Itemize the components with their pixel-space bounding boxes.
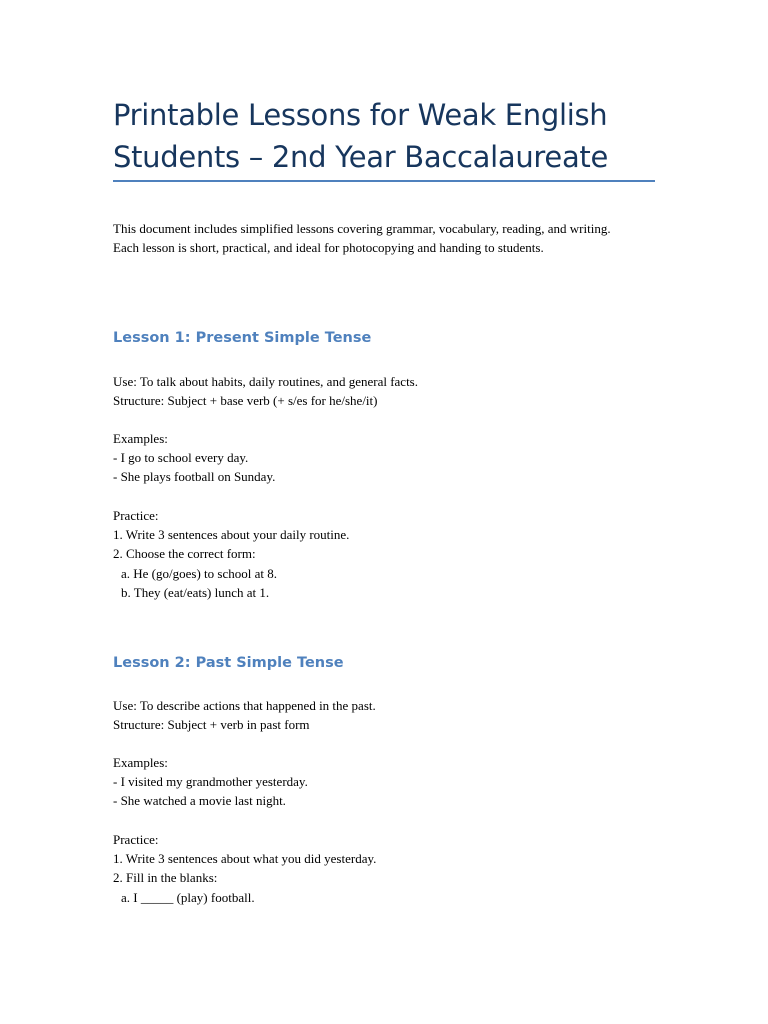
lesson-2-practice-item: 2. Fill in the blanks: [113, 870, 218, 886]
lesson-1-example-item: - I go to school every day. [113, 450, 249, 466]
intro-line-1: This document includes simplified lessons covering grammar, vocabulary, reading, and writing. [113, 221, 611, 236]
intro-paragraph [113, 219, 658, 257]
lesson-2-practice-item: 1. Write 3 sentences about what you did yesterday. [113, 851, 377, 867]
lesson-1-examples [113, 429, 658, 487]
lesson-1-use: Use: To talk about habits, daily routines, and general facts. [113, 374, 418, 389]
lesson-1-practice-label: Practice: [113, 508, 159, 523]
lesson-2-examples [113, 753, 658, 811]
lesson-1-practice-item: 2. Choose the correct form: [113, 546, 256, 562]
lesson-1-practice-subitem: a. He (go/goes) to school at 8. [121, 565, 277, 581]
lesson-2-examples-label: Examples: [113, 755, 168, 770]
lesson-2-use-structure [113, 696, 658, 734]
intro-line-2: Each lesson is short, practical, and ideal for photocopying and handing to students. [113, 240, 544, 256]
lesson-2-use: Use: To describe actions that happened in the past. [113, 698, 376, 713]
lesson-1-examples-label: Examples: [113, 431, 168, 446]
lesson-1-example-item: - She plays football on Sunday. [113, 469, 276, 485]
lesson-1-practice-subitem: b. They (eat/eats) lunch at 1. [121, 584, 270, 600]
title-line-2: Students – 2nd Year Baccalaureate [113, 140, 609, 174]
lesson-1-use-structure [113, 372, 658, 410]
lesson-2-example-item: - I visited my grandmother yesterday. [113, 774, 308, 790]
title-underline-rule [113, 180, 655, 182]
document-title [113, 94, 658, 178]
lesson-1-structure: Structure: Subject + base verb (+ s/es for he/she/it) [113, 393, 378, 409]
title-line-1: Printable Lessons for Weak English [113, 98, 608, 132]
lesson-2-structure: Structure: Subject + verb in past form [113, 717, 310, 733]
lesson-2-practice-subitem: a. I _____ (play) football. [121, 889, 255, 905]
lesson-2-example-item: - She watched a movie last night. [113, 793, 286, 809]
lesson-1-practice [113, 506, 658, 602]
lesson-1-heading: Lesson 1: Present Simple Tense [113, 330, 372, 346]
lesson-2-practice [113, 830, 658, 907]
lesson-2-practice-label: Practice: [113, 832, 159, 847]
lesson-2-heading: Lesson 2: Past Simple Tense [113, 655, 344, 671]
lesson-1-practice-item: 1. Write 3 sentences about your daily routine. [113, 527, 350, 543]
